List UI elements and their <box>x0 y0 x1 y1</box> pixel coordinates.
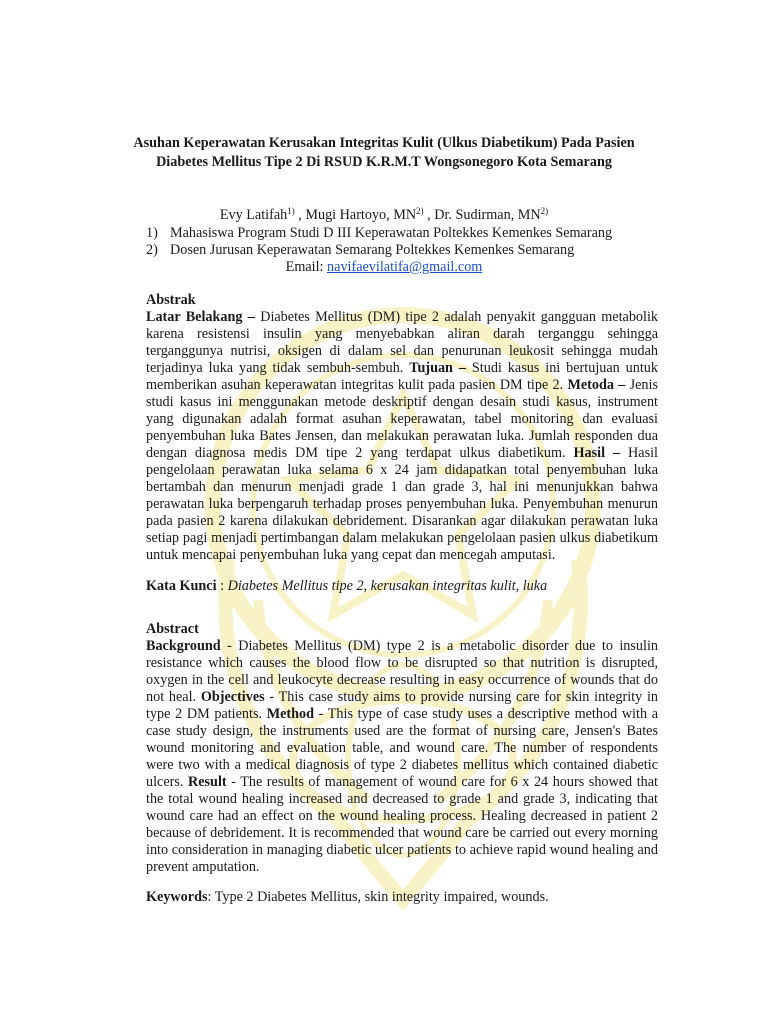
hasil-label: Hasil – <box>573 445 621 461</box>
kata-kunci-separator: : <box>216 578 228 594</box>
tujuan-text: Studi kasus ini bertujuan untuk memberikan asuhan keperawatan integritas kulit pada pasien DM tipe 2. <box>146 360 658 393</box>
abstrak-heading: Abstrak <box>146 292 196 308</box>
result-label: Result <box>187 774 227 790</box>
objectives-text: - This case study aims to provide nursing care for skin integrity in type 2 DM patients. <box>146 689 658 722</box>
method-text: - This type of case study uses a descriptive method with a case study design, the instruments used are the format of nursing care, Jensen's Bates wound monitoring and evaluation table, and wound care. The number of respondents were two with a medical diagnosis of type 2 diabetes mellitus which contained diabetic ulcers. <box>146 706 658 790</box>
kata-kunci-text: Diabetes Mellitus tipe 2, kerusakan integritas kulit, luka <box>227 578 548 594</box>
affiliation-1 <box>146 225 612 242</box>
result-text: - The results of management of wound care for 6 x 24 hours showed that the total wound healing increased and decreased to grade 1 and grade 3, indicating that wound care had an effect on the wound healing process. Healing decreased in patient 2 because of debridement. It is recommended that wound care be carried out every morning into consideration in managing diabetic ulcer patients to achieve rapid wound healing and prevent amputation. <box>146 774 658 875</box>
hasil-text: Hasil pengelolaan perawatan luka selama 6 x 24 jam didapatkan total penyembuhan luka bertambah dan menurun menjadi grade 1 dan grade 3, hal ini menunjukkan bahwa perawatan luka berpengaruh terhadap proses penyembuhan luka. Penyembuhan menurun pada pasien 2 karena dilakukan debridement. Disarankan agar dilakukan perawatan luka setiap pagi menjadi pertimbangan dalam melakukan pengelolaan pasien ulkus diabetikum untuk mencapai penyembuhan luka yang cepat dan mencegah amputasi. <box>146 445 658 563</box>
affiliation-2-number: 2) <box>146 242 158 258</box>
method-label: Method <box>266 706 314 722</box>
affiliation-2 <box>146 242 574 259</box>
author-1: Evy Latifah <box>219 207 288 223</box>
latar-belakang-label: Latar Belakang – <box>146 309 255 325</box>
affiliation-1-text: Mahasiswa Program Studi D III Keperawatan Poltekkes Kemenkes Semarang <box>170 225 613 241</box>
affiliation-1-number: 1) <box>146 225 158 241</box>
author-3: , Dr. Sudirman, MN <box>423 207 541 223</box>
latar-belakang-text: Diabetes Mellitus (DM) tipe 2 adalah penyakit gangguan metabolik karena resistensi insulin yang menyebabkan aliran darah terganggu sehingga terganggunya nutrisi, oksigen di dalam sel dan penurunan leukosit sehingga mudah terjadinya luka yang tidak sembuh-sembuh. <box>146 309 658 376</box>
keywords-line <box>146 889 658 906</box>
author-2: , Mugi Hartoyo, MN <box>294 207 417 223</box>
keywords-label: Keywords <box>146 889 208 905</box>
background-label: Background <box>146 638 221 654</box>
kata-kunci-label: Kata Kunci <box>146 578 217 594</box>
affiliation-2-text: Dosen Jurusan Keperawatan Semarang Poltekkes Kemenkes Semarang <box>170 242 575 258</box>
email-label: Email: <box>285 259 328 275</box>
author-line <box>0 207 768 224</box>
author-3-affil-mark: 2) <box>540 206 549 216</box>
email-link[interactable]: navifaevilatifa@gmail.com <box>327 259 483 275</box>
metoda-text: Jenis studi kasus ini menggunakan metode deskriptif dengan desain studi kasus, instrument yang digunakan adalah format asuhan keperawatan, tabel monitoring dan evaluasi penyembuhan luka Bates Jensen, dan melakukan perawatan luka. Jumlah responden dua dengan diagnosa medis DM tipe 2 yang terdapat ulkus diabetikum. <box>146 377 658 461</box>
email-line <box>0 259 768 276</box>
author-2-affil-mark: 2) <box>416 206 424 216</box>
kata-kunci-line <box>146 578 658 595</box>
author-1-affil-mark: 1) <box>287 206 295 216</box>
metoda-label: Metoda – <box>567 377 626 393</box>
keywords-text: : Type 2 Diabetes Mellitus, skin integrity impaired, wounds. <box>207 889 549 905</box>
paper-title: Asuhan Keperawatan Kerusakan Integritas Kulit (Ulkus Diabetikum) Pada Pasien Diabetes Mellitus Tipe 2 Di RSUD K.R.M.T Wongsonegoro Kota Semarang <box>133 135 635 170</box>
tujuan-label: Tujuan – <box>409 360 466 376</box>
objectives-label: Objectives <box>200 689 265 705</box>
abstract-heading: Abstract <box>146 621 199 637</box>
background-text: - Diabetes Mellitus (DM) type 2 is a metabolic disorder due to insulin resistance which causes the blood flow to be disrupted so that nutrition is disrupted, oxygen in the cell and leukocyte decrease resulting in easy occurrence of wounds that do not heal. <box>146 638 658 705</box>
abstrak-body <box>146 309 658 564</box>
abstract-body <box>146 638 658 876</box>
